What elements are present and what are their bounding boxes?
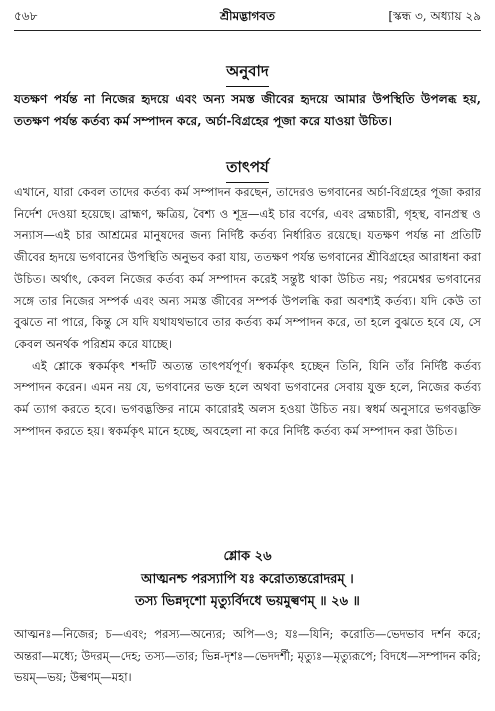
purport-paragraph-2: এই শ্লোকে স্বকর্মকৃৎ শব্দটি অত্যন্ত তাৎপর্যপূর্ণ। স্বকর্মকৃৎ হচ্ছেন তিনি, যিনি তাঁর নির্দিষ্ট কর্তব্য সম্পাদন করেন। এমন নয় যে, ভগবানের ভক্ত হলে অথবা ভগবানের সেবায় যুক্ত হলে, নিজের কর্তব্য কর্ম ত্যাগ করতে হবে। ভগবদ্ভক্তির নামে কারোরই অলস হওয়া উচিত নয়। স্বধর্ম অনুসারে ভগবদ্ভক্তি সম্পাদন করতে হয়। স্বকর্মকৃৎ মানে হচ্ছে, অবহেলা না করে নির্দিষ্ট কর্তব্য কর্ম সম্পাদন করা উচিত। — [14, 358, 481, 438]
purport-heading: তাৎপর্য — [0, 156, 495, 183]
page-header — [14, 8, 481, 28]
translation-heading: অনুবাদ — [0, 60, 495, 87]
verse-line-2: তস্য ভিন্নদৃশো মৃত্যুর্বিদধে ভয়মুল্বণম্ ॥ ২৬ ॥ — [135, 594, 360, 609]
verse-line-1: আত্মনশ্চ পরস্যাপি যঃ করোত্যন্তরোদরম্ । — [141, 572, 354, 587]
page-number: ৫৬৮ — [14, 9, 38, 23]
purport-paragraph-1: এখানে, যারা কেবল তাদের কর্তব্য কর্ম সম্পাদন করছেন, তাদেরও ভগবানের অর্চা-বিগ্রহের পূজা করার নির্দেশ দেওয়া হয়েছে। ব্রাহ্মণ, ক্ষত্রিয়, বৈশ্য ও শূদ্র—এই চার বর্ণের, এবং ব্রহ্মচারী, গৃহস্থ, বানপ্রস্থ ও সন্যাস—এই চার আশ্রমের মানুষদের জন্য নির্দিষ্ট কর্তব্য নির্ধারিত রয়েছে। যতক্ষণ পর্যন্ত না প্রতিটি জীবের হৃদয়ে ভগবানের উপস্থিতি অনুভব করা যায়, ততক্ষণ পর্যন্ত ভগবানের শ্রীবিগ্রহের আরাধনা করা উচিত। অর্থাৎ, কেবল নিজের কর্তব্য কর্ম সম্পাদন করেই সন্তুষ্ট থাকা উচিত নয়; পরমেশ্বর ভগবানের সঙ্গে তার নিজের সম্পর্ক এবং অন্য সমস্ত জীবের সম্পর্ক উপলব্ধি করা অবশ্যই কর্তব্য। যদি কেউ তা বুঝতে না পারে, কিন্তু সে যদি যথাযথভাবে তার কর্তব্য কর্ম সম্পাদন করে, তা হলে বুঝতে হবে যে, সে কেবল অনর্থক পরিশ্রম করে যাচ্ছে। — [14, 185, 481, 351]
synonyms-text: আত্মনঃ—নিজের; চ—এবং; পরস্য—অন্যের; অপি—ও; যঃ—যিনি; করোতি—ভেদভাব দর্শন করে; অন্তরা—মধ্যে; উদরম্—দেহ; তস্য—তার; ভিন্ন-দৃশঃ—ভেদদর্শী; মৃত্যুঃ—মৃত্যুরূপে; বিদধে—সম্পাদন করি; ভয়ম্—ভয়; উল্বণম্—মহা। — [14, 627, 481, 684]
translation-text: যতক্ষণ পর্যন্ত না নিজের হৃদয়ে এবং অন্য সমস্ত জীবের হৃদয়ে আমার উপস্থিতি উপলব্ধ হয়, ততক্ষণ পর্যন্ত কর্তব্য কর্ম সম্পাদন করে, অর্চা-বিগ্রহের পূজা করে যাওয়া উচিত। — [14, 92, 481, 128]
verse-text — [0, 569, 495, 613]
header-rule — [14, 30, 481, 31]
chapter-reference: [স্কন্ধ ৩, অধ্যায় ২৯ — [388, 9, 481, 23]
book-title: শ্রীমদ্ভাগবত — [219, 9, 276, 23]
verse-title: শ্লোক ২৬ — [223, 549, 272, 564]
purport-body — [14, 182, 481, 442]
